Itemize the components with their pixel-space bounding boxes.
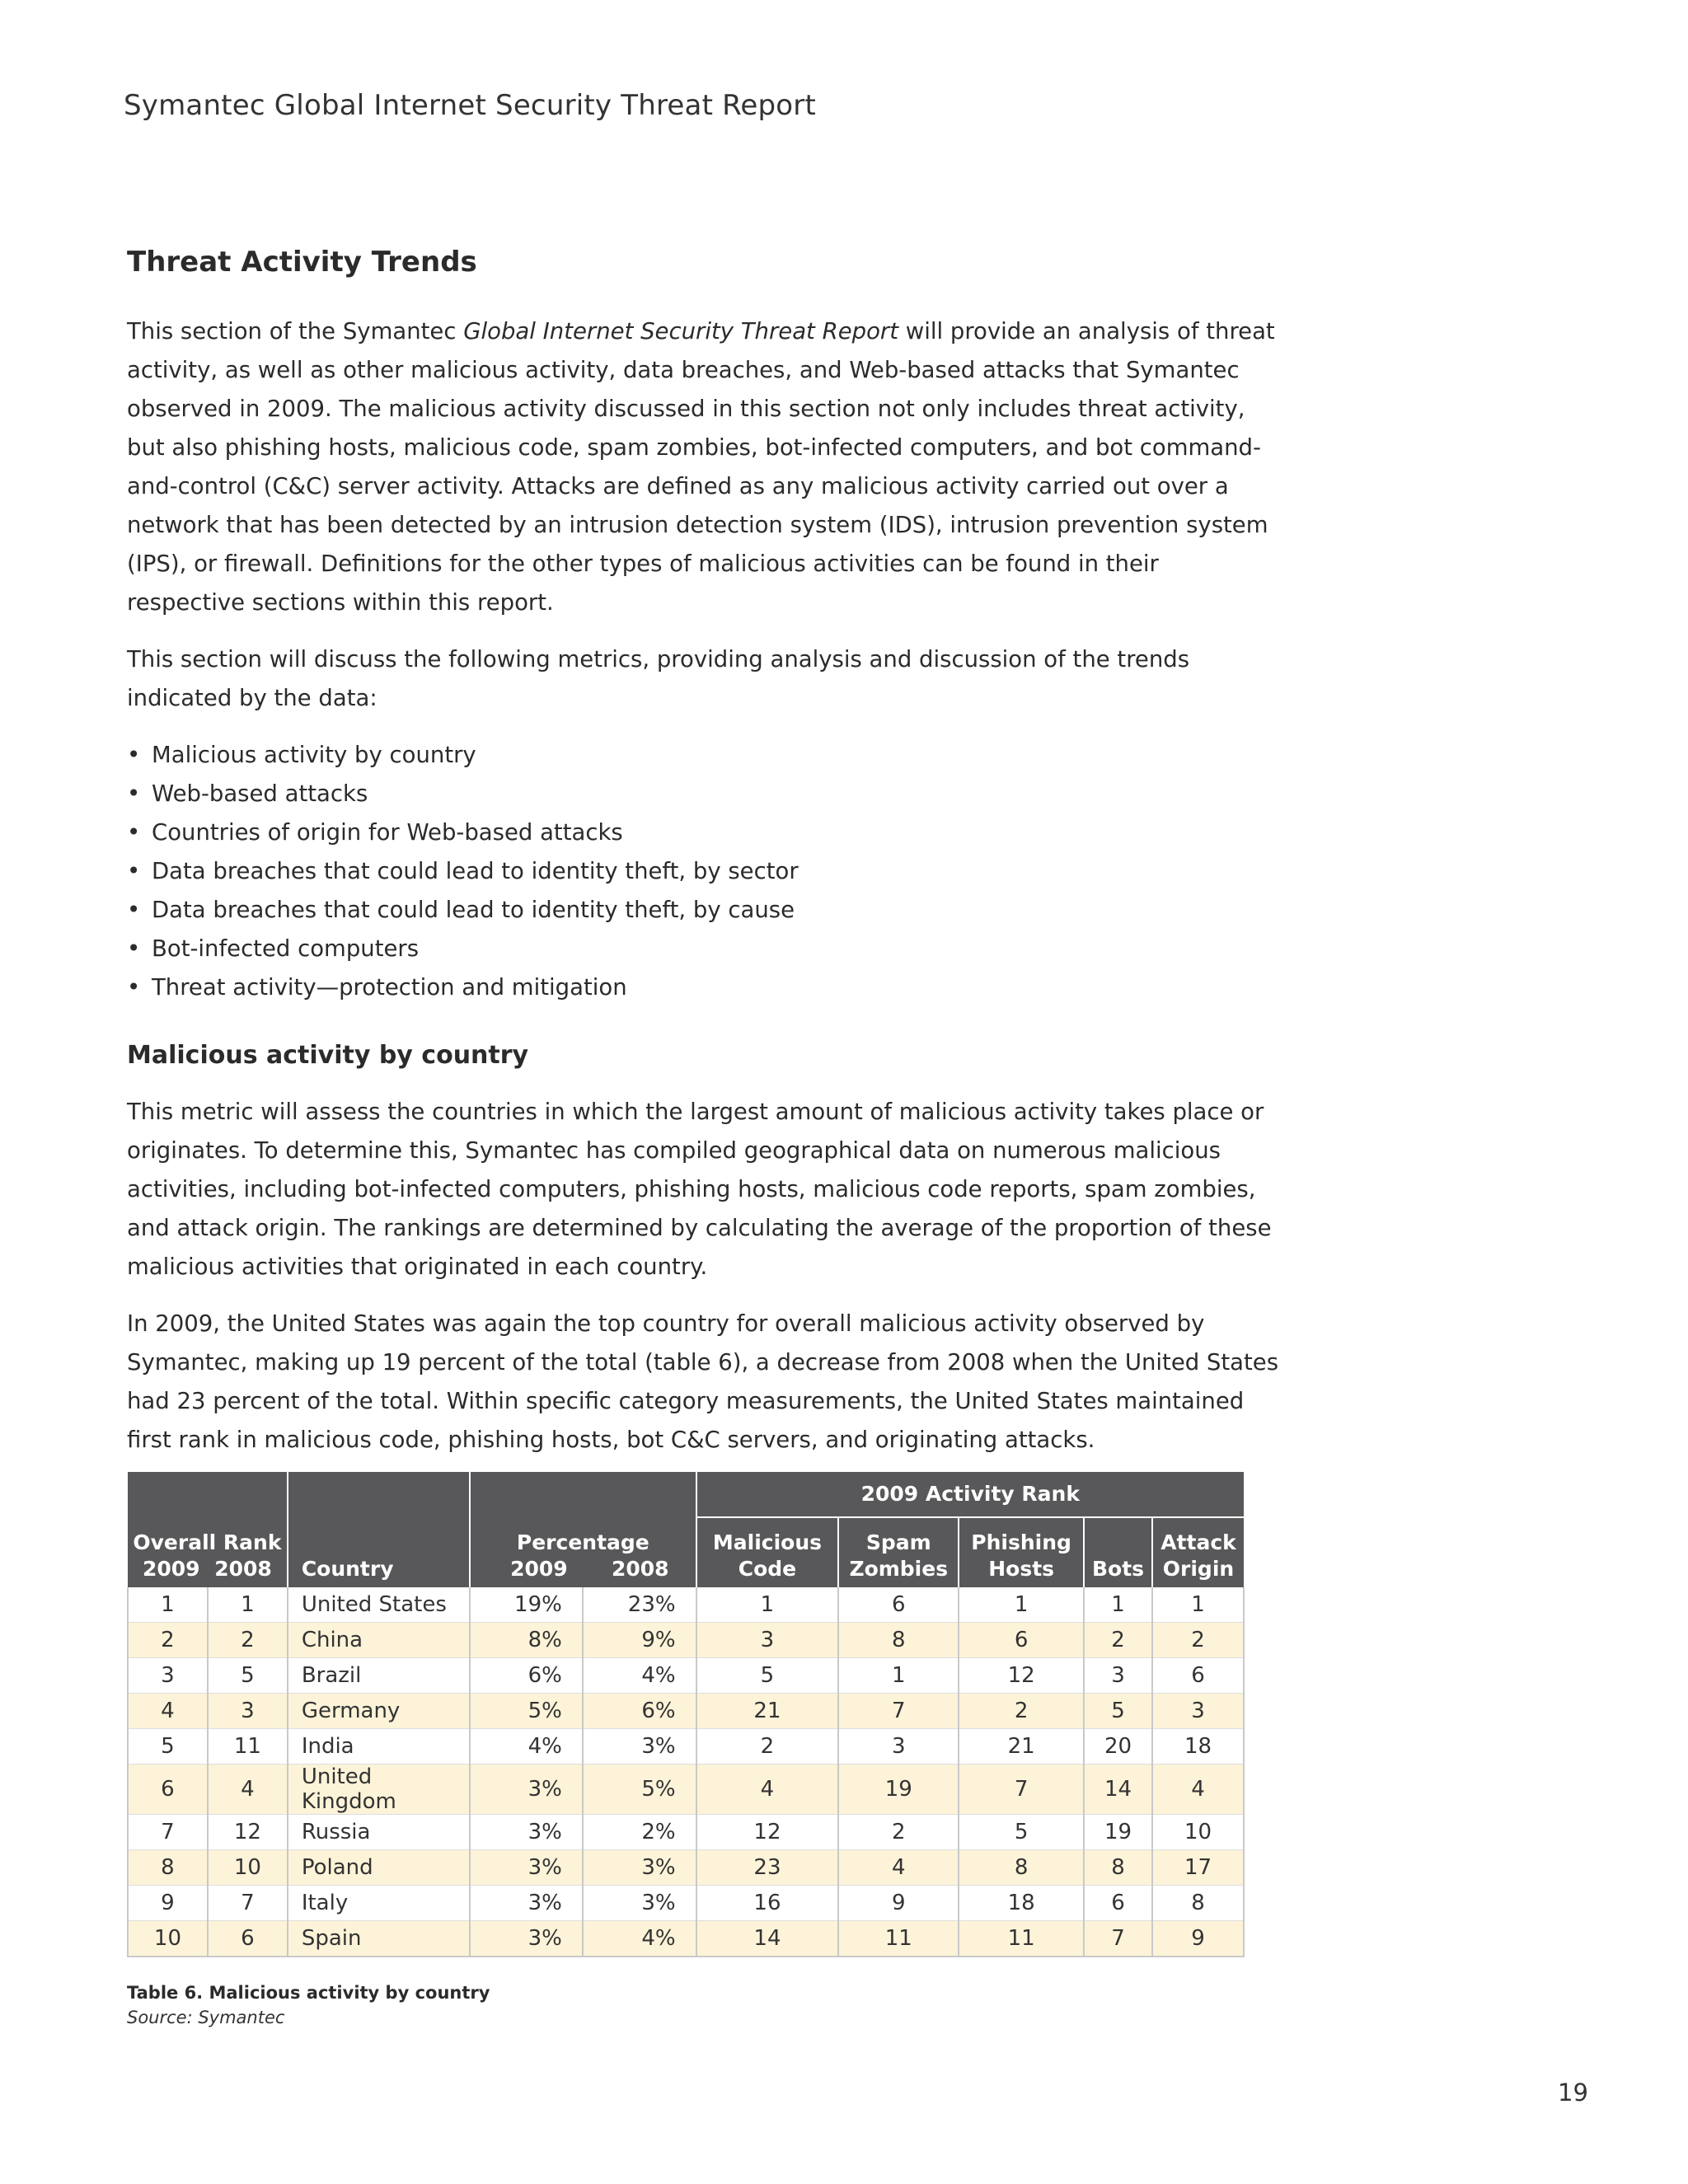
cell-bots: 20 <box>1084 1729 1152 1765</box>
table-header-row-top <box>128 1472 1244 1517</box>
cell-rank-2009: 4 <box>128 1694 208 1729</box>
cell-bots: 19 <box>1084 1815 1152 1850</box>
metrics-list-item: • Bot-infected computers <box>127 930 1281 968</box>
cell-pct-2009: 3% <box>470 1850 583 1886</box>
cell-country: India <box>288 1729 470 1765</box>
cell-pct-2008: 2% <box>583 1815 696 1850</box>
cell-pct-2008: 4% <box>583 1921 696 1957</box>
cell-attack-origin: 1 <box>1152 1587 1244 1623</box>
cell-pct-2008: 4% <box>583 1658 696 1694</box>
cell-spam-zombies: 1 <box>838 1658 959 1694</box>
cell-rank-2008: 1 <box>208 1587 288 1623</box>
cell-country: Italy <box>288 1886 470 1921</box>
cell-phishing-hosts: 1 <box>959 1587 1084 1623</box>
cell-country: Russia <box>288 1815 470 1850</box>
cell-bots: 7 <box>1084 1921 1152 1957</box>
header-country: Country <box>288 1517 470 1587</box>
header-phishing-line1: Phishing <box>971 1530 1071 1554</box>
header-bots: Bots <box>1084 1517 1152 1587</box>
percentage-label: Percentage <box>516 1530 649 1554</box>
section-title: Threat Activity Trends <box>127 246 477 279</box>
header-blank-percentage <box>470 1472 696 1517</box>
cell-pct-2009: 4% <box>470 1729 583 1765</box>
metrics-list <box>127 736 1281 1007</box>
cell-malicious-code: 23 <box>696 1850 839 1886</box>
cell-pct-2008: 9% <box>583 1623 696 1658</box>
cell-pct-2008: 5% <box>583 1765 696 1815</box>
cell-pct-2008: 23% <box>583 1587 696 1623</box>
cell-bots: 2 <box>1084 1623 1152 1658</box>
cell-phishing-hosts: 8 <box>959 1850 1084 1886</box>
header-activity-group: 2009 Activity Rank <box>696 1472 1244 1517</box>
cell-country: Germany <box>288 1694 470 1729</box>
report-header-title: Symantec Global Internet Security Threat Report <box>124 89 817 122</box>
cell-malicious-code: 14 <box>696 1921 839 1957</box>
section-intro-paragraph <box>127 312 1281 622</box>
cell-spam-zombies: 2 <box>838 1815 959 1850</box>
cell-country: China <box>288 1623 470 1658</box>
cell-bots: 14 <box>1084 1765 1152 1815</box>
cell-phishing-hosts: 21 <box>959 1729 1084 1765</box>
percentage-years <box>476 1556 691 1582</box>
cell-bots: 3 <box>1084 1658 1152 1694</box>
cell-spam-zombies: 8 <box>838 1623 959 1658</box>
cell-rank-2009: 7 <box>128 1815 208 1850</box>
header-spam-zombies <box>838 1517 959 1587</box>
header-phishing-hosts <box>959 1517 1084 1587</box>
header-malicious-code <box>696 1517 839 1587</box>
cell-attack-origin: 3 <box>1152 1694 1244 1729</box>
cell-phishing-hosts: 2 <box>959 1694 1084 1729</box>
cell-phishing-hosts: 7 <box>959 1765 1084 1815</box>
cell-rank-2008: 4 <box>208 1765 288 1815</box>
metrics-list-item: • Web-based attacks <box>127 775 1281 813</box>
cell-country: Brazil <box>288 1658 470 1694</box>
cell-rank-2008: 10 <box>208 1850 288 1886</box>
cell-country: Spain <box>288 1921 470 1957</box>
cell-rank-2008: 7 <box>208 1886 288 1921</box>
cell-spam-zombies: 9 <box>838 1886 959 1921</box>
cell-malicious-code: 1 <box>696 1587 839 1623</box>
cell-rank-2009: 5 <box>128 1729 208 1765</box>
cell-country: United Kingdom <box>288 1765 470 1815</box>
table-caption-title: Table 6. Malicious activity by country <box>127 1983 490 2003</box>
cell-pct-2009: 3% <box>470 1886 583 1921</box>
cell-phishing-hosts: 18 <box>959 1886 1084 1921</box>
table-row <box>128 1694 1244 1729</box>
subsection-title: Malicious activity by country <box>127 1041 529 1070</box>
intro-suffix: will provide an analysis of threat activity, as well as other malicious activity, data breaches, and Web-based attacks that Symantec observed in 2009. The malicious activity discussed in this section not only includes threat activity, but also phishing hosts, malicious code, spam zombies, bot-infected computers, and bot command-and-control (C&C) server activity. Attacks are defined as any malicious activity carried out over a network that has been detected by an intrusion detection system (IDS), intrusion prevention system (IPS), or firewall. Definitions for the other types of malicious activities can be found in their respective sections within this report. <box>127 318 1275 616</box>
cell-malicious-code: 3 <box>696 1623 839 1658</box>
cell-rank-2008: 3 <box>208 1694 288 1729</box>
table-row <box>128 1815 1244 1850</box>
cell-rank-2008: 11 <box>208 1729 288 1765</box>
header-blank-rank <box>128 1472 288 1517</box>
cell-pct-2009: 19% <box>470 1587 583 1623</box>
cell-rank-2008: 6 <box>208 1921 288 1957</box>
cell-attack-origin: 6 <box>1152 1658 1244 1694</box>
cell-pct-2009: 6% <box>470 1658 583 1694</box>
table-caption <box>127 1980 1245 2030</box>
cell-attack-origin: 4 <box>1152 1765 1244 1815</box>
cell-attack-origin: 2 <box>1152 1623 1244 1658</box>
cell-spam-zombies: 3 <box>838 1729 959 1765</box>
cell-phishing-hosts: 12 <box>959 1658 1084 1694</box>
cell-spam-zombies: 11 <box>838 1921 959 1957</box>
cell-attack-origin: 9 <box>1152 1921 1244 1957</box>
malicious-activity-table <box>127 1472 1245 1957</box>
cell-country: Poland <box>288 1850 470 1886</box>
cell-pct-2009: 3% <box>470 1921 583 1957</box>
cell-rank-2009: 2 <box>128 1623 208 1658</box>
table-container <box>127 1472 1245 2030</box>
cell-spam-zombies: 7 <box>838 1694 959 1729</box>
table-row <box>128 1623 1244 1658</box>
cell-spam-zombies: 19 <box>838 1765 959 1815</box>
table-row <box>128 1886 1244 1921</box>
table-body <box>128 1587 1244 1957</box>
cell-pct-2009: 3% <box>470 1765 583 1815</box>
cell-rank-2009: 3 <box>128 1658 208 1694</box>
main-content <box>127 241 1281 1478</box>
table-row <box>128 1921 1244 1957</box>
cell-rank-2008: 2 <box>208 1623 288 1658</box>
intro-prefix: This section of the Symantec <box>127 318 464 344</box>
cell-bots: 5 <box>1084 1694 1152 1729</box>
metrics-intro-paragraph: This section will discuss the following metrics, providing analysis and discussion of the trends indicated by the data: <box>127 646 1190 711</box>
cell-rank-2009: 1 <box>128 1587 208 1623</box>
header-phishing-line2: Hosts <box>988 1557 1055 1581</box>
subsection-paragraph-2: In 2009, the United States was again the top country for overall malicious activity observed by Symantec, making up 19 percent of the total (table 6), a decrease from 2008 when the United States had 23 percent of the total. Within specific category measurements, the United States maintained first rank in malicious code, phishing hosts, bot C&C servers, and originating attacks. <box>127 1310 1279 1453</box>
cell-spam-zombies: 6 <box>838 1587 959 1623</box>
overall-rank-year-2008: 2008 <box>214 1557 272 1581</box>
metrics-list-item: • Malicious activity by country <box>127 736 1281 775</box>
cell-pct-2009: 3% <box>470 1815 583 1850</box>
cell-attack-origin: 8 <box>1152 1886 1244 1921</box>
header-attack-line1: Attack <box>1160 1530 1236 1554</box>
cell-phishing-hosts: 6 <box>959 1623 1084 1658</box>
cell-phishing-hosts: 5 <box>959 1815 1084 1850</box>
cell-rank-2008: 5 <box>208 1658 288 1694</box>
cell-bots: 1 <box>1084 1587 1152 1623</box>
header-attack-line2: Origin <box>1162 1557 1235 1581</box>
cell-malicious-code: 12 <box>696 1815 839 1850</box>
cell-malicious-code: 4 <box>696 1765 839 1815</box>
cell-pct-2009: 8% <box>470 1623 583 1658</box>
header-spam-line2: Zombies <box>849 1557 949 1581</box>
cell-rank-2009: 9 <box>128 1886 208 1921</box>
header-blank-country <box>288 1472 470 1517</box>
cell-bots: 8 <box>1084 1850 1152 1886</box>
cell-attack-origin: 10 <box>1152 1815 1244 1850</box>
table-row <box>128 1658 1244 1694</box>
cell-rank-2009: 6 <box>128 1765 208 1815</box>
header-attack-origin <box>1152 1517 1244 1587</box>
cell-malicious-code: 16 <box>696 1886 839 1921</box>
cell-pct-2008: 3% <box>583 1850 696 1886</box>
cell-phishing-hosts: 11 <box>959 1921 1084 1957</box>
report-name-italic: Global Internet Security Threat Report <box>463 318 898 344</box>
table-row <box>128 1765 1244 1815</box>
cell-rank-2008: 12 <box>208 1815 288 1850</box>
cell-pct-2009: 5% <box>470 1694 583 1729</box>
cell-attack-origin: 18 <box>1152 1729 1244 1765</box>
percentage-year-2009: 2009 <box>510 1557 568 1581</box>
overall-rank-year-2009: 2009 <box>143 1557 200 1581</box>
table-row <box>128 1850 1244 1886</box>
percentage-year-2008: 2008 <box>611 1557 669 1581</box>
metrics-list-item: • Data breaches that could lead to identity theft, by cause <box>127 891 1281 930</box>
cell-pct-2008: 3% <box>583 1729 696 1765</box>
header-spam-line1: Spam <box>865 1530 931 1554</box>
cell-malicious-code: 21 <box>696 1694 839 1729</box>
cell-rank-2009: 8 <box>128 1850 208 1886</box>
cell-pct-2008: 3% <box>583 1886 696 1921</box>
header-malicious-line1: Malicious <box>712 1530 823 1554</box>
table-header-row-bottom <box>128 1517 1244 1587</box>
metrics-list-item: • Threat activity—protection and mitigation <box>127 968 1281 1007</box>
cell-rank-2009: 10 <box>128 1921 208 1957</box>
header-malicious-line2: Code <box>738 1557 797 1581</box>
cell-malicious-code: 5 <box>696 1658 839 1694</box>
table-caption-source: Source: Symantec <box>127 2008 285 2027</box>
cell-spam-zombies: 4 <box>838 1850 959 1886</box>
table-row <box>128 1587 1244 1623</box>
cell-pct-2008: 6% <box>583 1694 696 1729</box>
metrics-list-item: • Data breaches that could lead to identity theft, by sector <box>127 852 1281 891</box>
page-number: 19 <box>1558 2079 1588 2107</box>
subsection-paragraph-1: This metric will assess the countries in which the largest amount of malicious activity takes place or originates. To determine this, Symantec has compiled geographical data on numerous malicious activities, including bot-infected computers, phishing hosts, malicious code reports, spam zombies, and attack origin. The rankings are determined by calculating the average of the proportion of these malicious activities that originated in each country. <box>127 1099 1272 1280</box>
overall-rank-label: Overall Rank <box>133 1530 282 1554</box>
header-percentage <box>470 1517 696 1587</box>
header-overall-rank <box>128 1517 288 1587</box>
metrics-list-item: • Countries of origin for Web-based attacks <box>127 813 1281 852</box>
cell-malicious-code: 2 <box>696 1729 839 1765</box>
table-row <box>128 1729 1244 1765</box>
cell-bots: 6 <box>1084 1886 1152 1921</box>
cell-country: United States <box>288 1587 470 1623</box>
cell-attack-origin: 17 <box>1152 1850 1244 1886</box>
overall-rank-years <box>133 1556 282 1582</box>
